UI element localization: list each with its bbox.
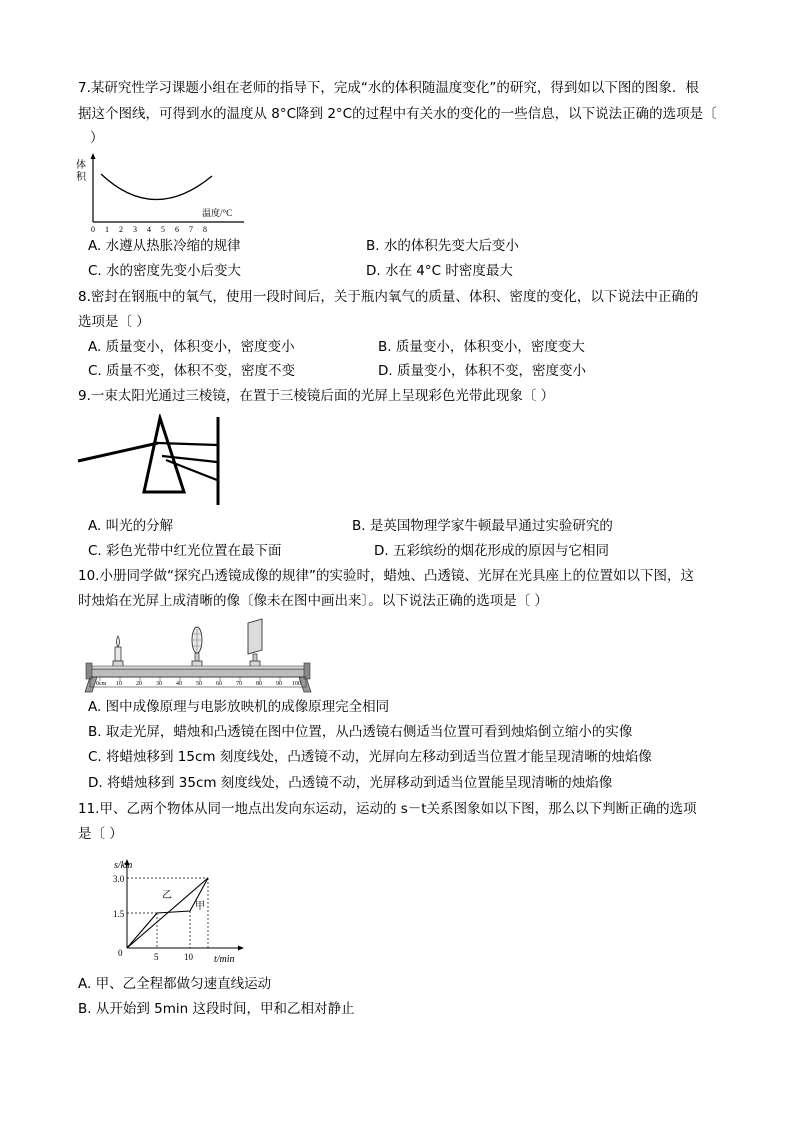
- q10-option-d[interactable]: D. 将蜡烛移到 35cm 刻度线处，凸透镜不动，光屏移动到适当位置能呈现清晰的烛焰像: [88, 775, 613, 791]
- convex-lens: [192, 627, 202, 669]
- q7-option-d[interactable]: D. 水在 4°C 时密度最大: [366, 263, 513, 279]
- q10-scale-50: 50: [196, 681, 202, 687]
- q11-x-0: 0: [118, 948, 123, 958]
- q10-optical-bench-figure: [76, 616, 320, 696]
- q10-stem-line-1: 10.小册同学做“探究凸透镜成像的规律”的实验时，蜡烛、凸透镜、光屏在光具座上的位置如以下图，这: [78, 568, 694, 584]
- q7-stem-line-1: 7.某研究性学习课题小组在老师的指导下，完成“水的体积随温度变化”的研究，得到如以下图的图象．根: [78, 80, 699, 96]
- q10-scale-10: 10: [116, 681, 122, 687]
- q7-option-c[interactable]: C. 水的密度先变小后变大: [88, 263, 242, 279]
- q10-scale-60: 60: [216, 681, 222, 687]
- q8-option-b[interactable]: B. 质量变小，体积变小，密度变大: [378, 339, 585, 355]
- q9-option-b[interactable]: B. 是英国物理学家牛顿最早通过实验研究的: [352, 518, 613, 534]
- q10-stem-line-2: 时烛焰在光屏上成清晰的像〔像未在图中画出来〕。以下说法正确的选项是〔 ）: [78, 593, 549, 609]
- q10-scale-unit: 0cm: [96, 681, 107, 687]
- q9-option-a[interactable]: A. 叫光的分解: [88, 518, 174, 534]
- q7-stem-line-3: ）: [90, 130, 104, 146]
- q7-tick-8: 8: [203, 225, 207, 234]
- q11-ylabel: s/km: [114, 860, 133, 871]
- q11-y-3.0: 3.0: [113, 874, 125, 884]
- q10-scale-30: 30: [156, 681, 162, 687]
- q9-stem-line-1: 9.一束太阳光通过三棱镜，在置于三棱镜后面的光屏上呈现彩色光带此现象〔 ）: [78, 388, 555, 404]
- q10-option-b[interactable]: B. 取走光屏，蜡烛和凸透镜在图中位置，从凸透镜右侧适当位置可看到烛焰倒立缩小的实像: [88, 724, 633, 740]
- q8-stem-line-2: 选项是〔 ）: [78, 314, 150, 330]
- q11-label-yi: 乙: [162, 890, 172, 901]
- q7-option-a[interactable]: A. 水遵从热胀冷缩的规律: [88, 238, 241, 254]
- q11-stem-line-2: 是〔 ）: [78, 826, 123, 842]
- q10-option-c[interactable]: C. 将蜡烛移到 15cm 刻度线处，凸透镜不动，光屏向左移动到适当位置才能呈现清晰的烛焰像: [88, 749, 652, 765]
- q7-option-b[interactable]: B. 水的体积先变大后变小: [366, 238, 519, 254]
- q8-stem-line-1: 8.密封在钢瓶中的氧气，使用一段时间后，关于瓶内氧气的质量、体积、密度的变化，以下说法中正确的: [78, 289, 699, 305]
- q7-stem-line-2: 据这个图线，可得到水的温度从 8°C降到 2°C的过程中有关水的变化的一些信息，以下说法正确的选项是〔: [78, 106, 717, 122]
- q11-label-jia: 甲: [195, 901, 205, 912]
- q10-scale-90: 90: [276, 681, 282, 687]
- q11-option-b[interactable]: B. 从开始到 5min 这段时间，甲和乙相对静止: [78, 1001, 355, 1017]
- candle: [113, 636, 123, 669]
- q7-tick-7: 7: [189, 225, 193, 234]
- q11-x-10: 10: [184, 952, 193, 962]
- q10-option-a[interactable]: A. 图中成像原理与电影放映机的成像原理完全相同: [88, 699, 390, 715]
- q9-prism-figure: [76, 414, 226, 506]
- q10-scale-80: 80: [256, 681, 262, 687]
- q11-stem-line-1: 11.甲、乙两个物体从同一地点出发向东运动，运动的 s－t关系图象如以下图，那么以下判断正确的选项: [78, 801, 697, 817]
- q7-volume-temperature-graph: [74, 152, 254, 236]
- q7-ylabel-2: 积: [76, 172, 86, 183]
- q7-tick-0: 0: [91, 225, 95, 234]
- q7-ylabel-1: 体: [76, 160, 86, 171]
- q10-scale-20: 20: [136, 681, 142, 687]
- q9-option-d[interactable]: D. 五彩缤纷的烟花形成的原因与它相同: [374, 543, 609, 559]
- q11-x-5: 5: [154, 952, 159, 962]
- q7-tick-1: 1: [105, 225, 109, 234]
- q8-option-a[interactable]: A. 质量变小，体积变小，密度变小: [88, 339, 295, 355]
- q8-option-d[interactable]: D. 质量变小，体积不变，密度变小: [378, 363, 586, 379]
- q10-scale-100: 100: [292, 681, 301, 687]
- q7-tick-4: 4: [147, 225, 151, 234]
- q7-tick-3: 3: [133, 225, 137, 234]
- q10-scale-70: 70: [236, 681, 242, 687]
- q11-xlabel: t/min: [214, 954, 235, 965]
- q9-option-c[interactable]: C. 彩色光带中红光位置在最下面: [88, 543, 282, 559]
- q11-option-a[interactable]: A. 甲、乙全程都做匀速直线运动: [78, 976, 272, 992]
- q7-xlabel: 温度/°C: [202, 208, 233, 218]
- light-screen: [248, 619, 262, 669]
- q10-scale-40: 40: [176, 681, 182, 687]
- q7-tick-2: 2: [119, 225, 123, 234]
- q11-s-t-graph: [100, 855, 260, 967]
- q7-tick-6: 6: [175, 225, 179, 234]
- q11-y-1.5: 1.5: [113, 909, 125, 919]
- q7-tick-5: 5: [161, 225, 165, 234]
- q8-option-c[interactable]: C. 质量不变，体积不变，密度不变: [88, 363, 296, 379]
